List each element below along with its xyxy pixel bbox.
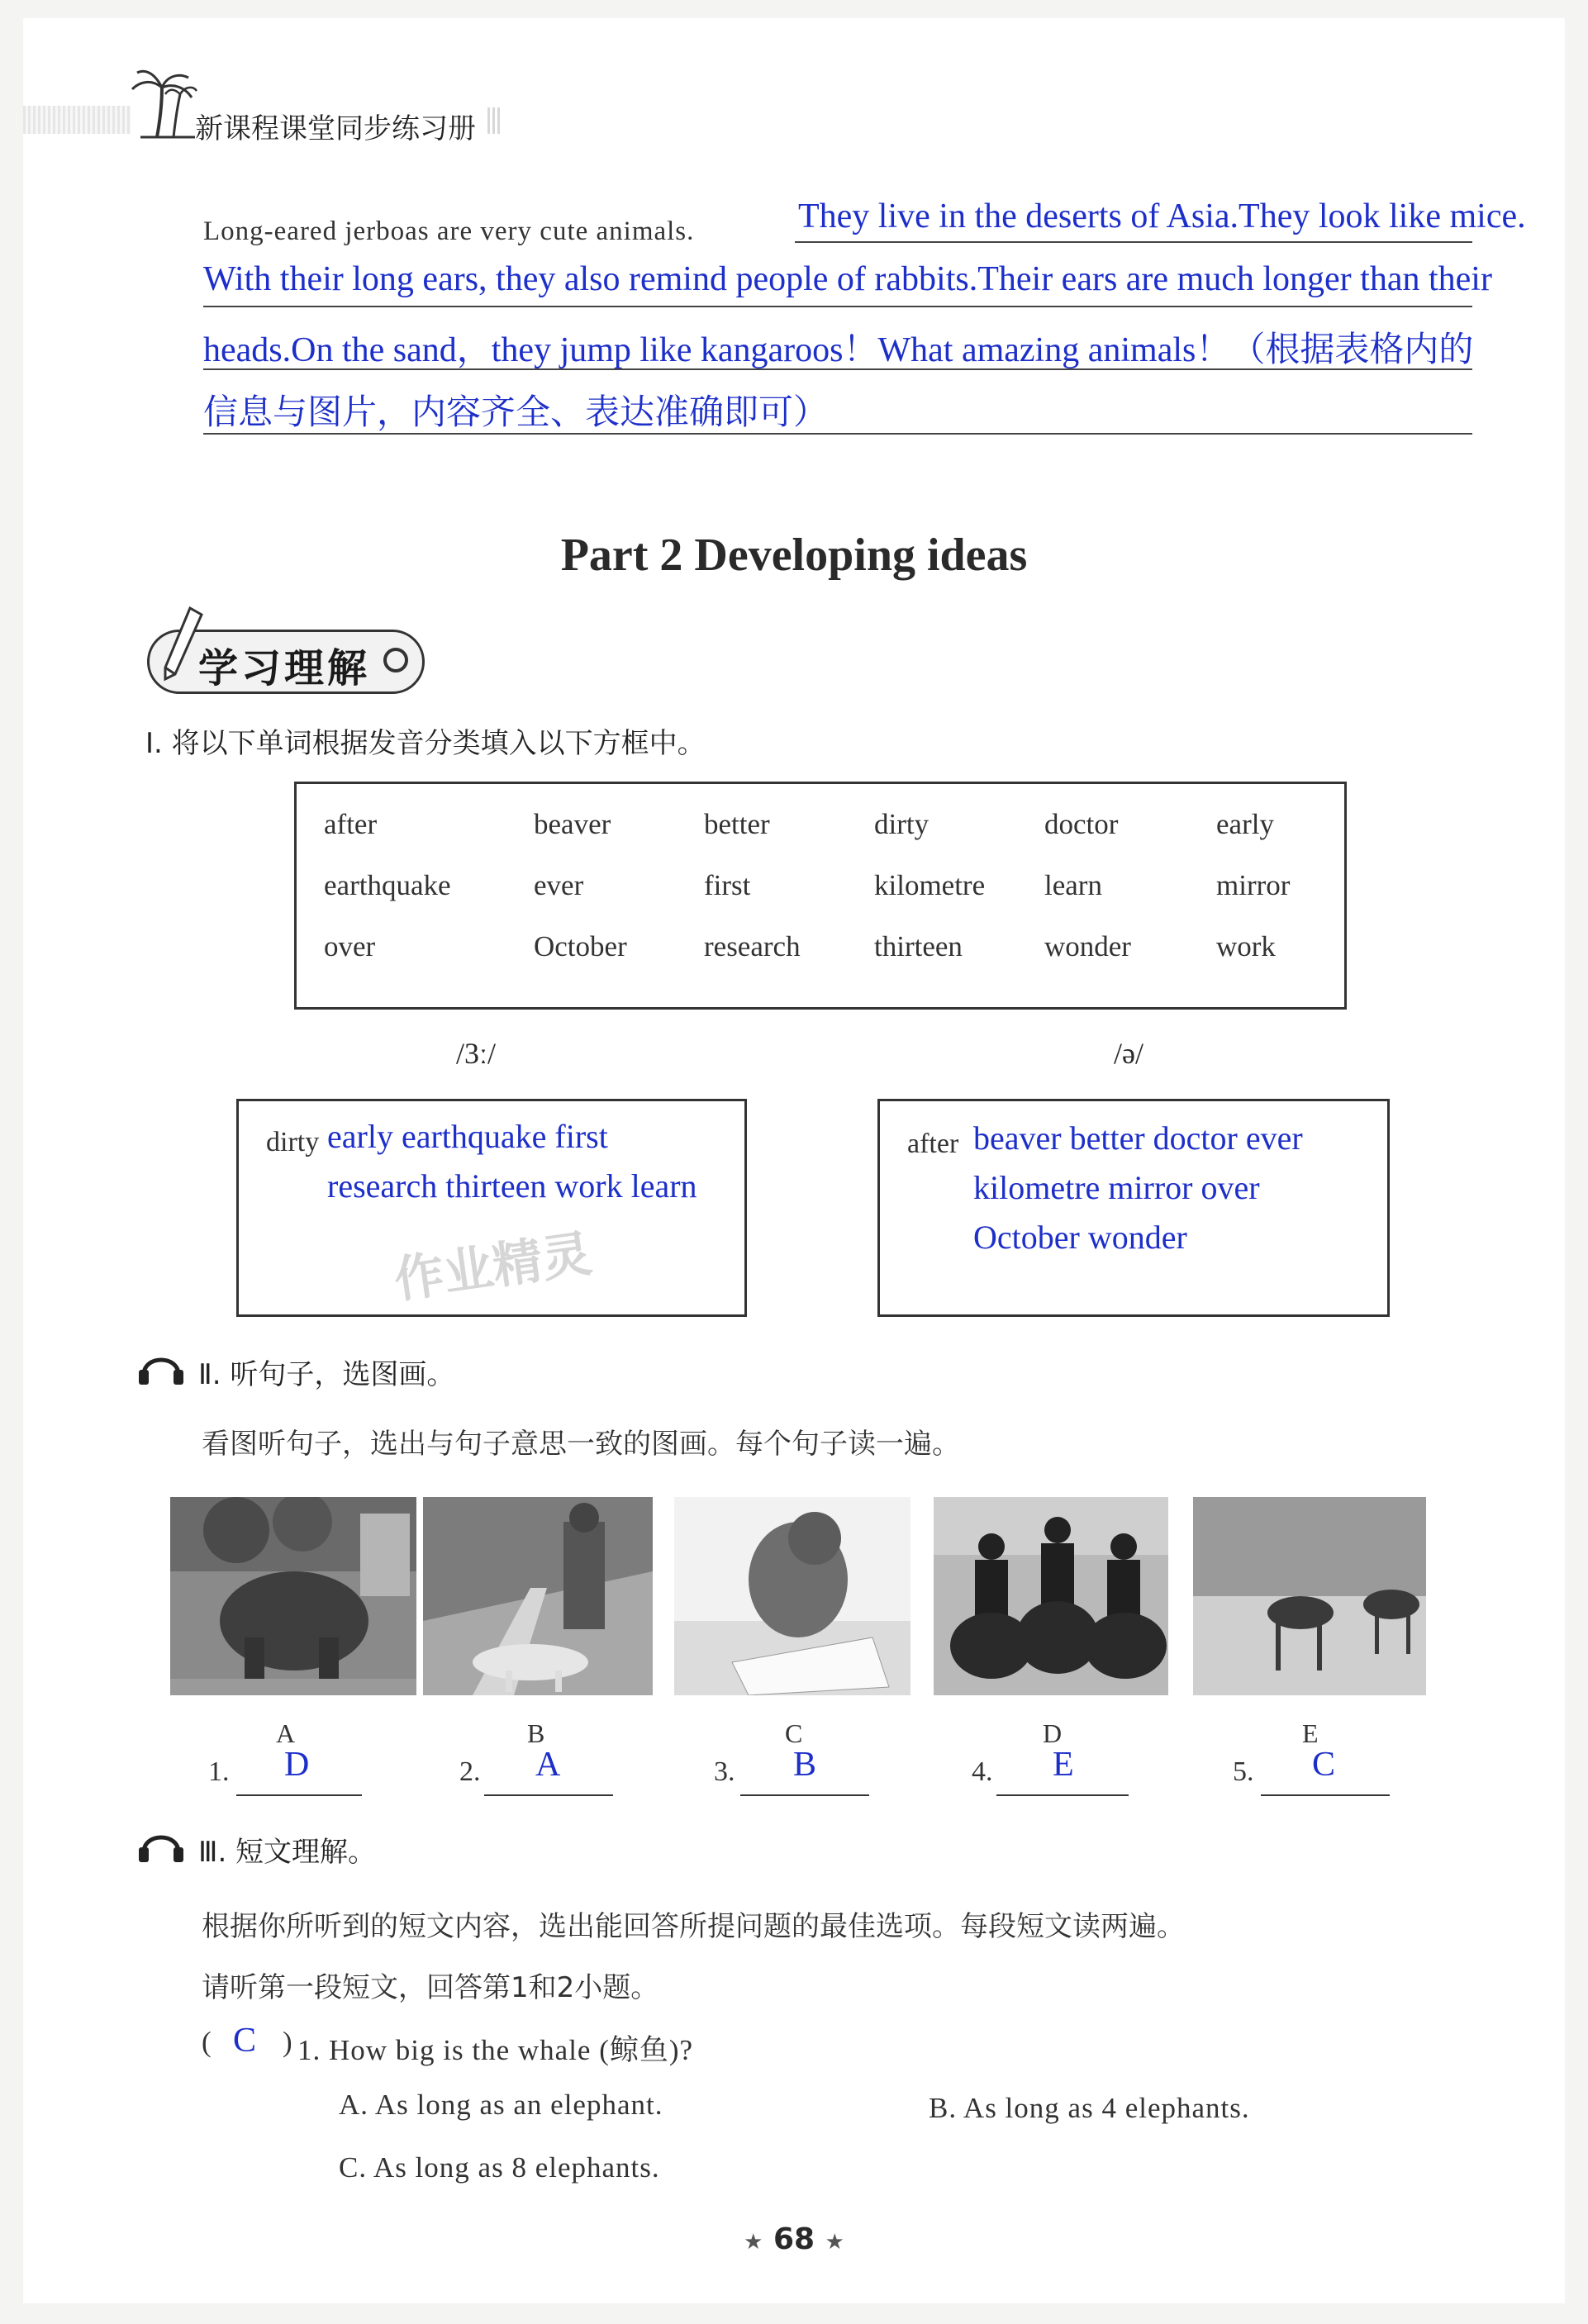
picture-label: B [527, 1718, 545, 1748]
word-item: thirteen [874, 930, 963, 962]
photo-b-dog [423, 1497, 653, 1695]
page-number: 68 [773, 2222, 815, 2256]
answer-blank [484, 1794, 613, 1796]
writing-prompt: Long-eared jerboas are very cute animals. [203, 216, 695, 246]
word-item: learn [1044, 869, 1102, 901]
q1-paren-close: ) [283, 2026, 292, 2058]
photo-c-monkey [674, 1497, 910, 1695]
writing-rule-2 [203, 306, 1472, 307]
answer-box-left-line-1: early earthquake first [327, 1118, 608, 1155]
header-decor-tail [487, 107, 502, 134]
writing-rule-1 [795, 241, 1472, 243]
q1-paren-open: ( [202, 2026, 212, 2058]
word-item: first [704, 869, 751, 901]
picture-label: A [276, 1718, 296, 1748]
word-item: early [1216, 808, 1274, 840]
answer-box-right-line-1: beaver better doctor ever [973, 1119, 1303, 1157]
page-number-block [0, 2222, 1588, 2256]
picture-answer: B [793, 1746, 817, 1784]
word-item: after [324, 808, 378, 840]
word-item: research [704, 930, 801, 962]
word-item: better [704, 808, 770, 840]
watermark: 作业精灵 [390, 1224, 596, 1310]
photo-a-elephant [170, 1497, 416, 1695]
answer-box-right-line-2: kilometre mirror over [973, 1169, 1260, 1206]
word-item: work [1216, 930, 1276, 962]
answer-box-right-line-3: October wonder [973, 1219, 1187, 1256]
answer-blank [236, 1794, 362, 1796]
word-item: kilometre [874, 869, 986, 901]
word-item: wonder [1044, 930, 1131, 962]
section-2-instruction: 看图听句子，选出与句子意思一致的图画。每个句子读一遍。 [202, 1428, 960, 1461]
writing-answer-line-4: 信息与图片，内容齐全、表达准确即可） [203, 394, 829, 432]
header-decor-bar [23, 106, 131, 134]
question-number: 4. [972, 1756, 993, 1787]
writing-answer-line-1: They live in the deserts of Asia.They look like mice. [798, 197, 1526, 235]
picture-answer: A [535, 1746, 561, 1784]
word-item: October [534, 930, 627, 962]
headphone-icon [137, 1824, 185, 1864]
photo-d-police-horses [934, 1497, 1168, 1695]
word-box [294, 782, 1347, 1010]
section-3-heading: Ⅲ. 短文理解。 [198, 1836, 377, 1869]
q1-option-b: B. As long as 4 elephants. [929, 2092, 1250, 2124]
picture-label: D [1043, 1718, 1063, 1748]
section-2-heading: Ⅱ. 听句子，选图画。 [198, 1358, 455, 1391]
picture-answer: E [1053, 1746, 1074, 1784]
picture-answer: D [284, 1746, 310, 1784]
writing-rule-4 [203, 433, 1472, 435]
answer-box-left-line-2: research thirteen work learn [327, 1167, 697, 1205]
picture-label: C [785, 1718, 803, 1748]
writing-rule-3 [203, 368, 1472, 370]
photo-e-camels [1193, 1497, 1426, 1695]
answer-blank [1261, 1794, 1390, 1796]
section-1-heading: Ⅰ. 将以下单词根据发音分类填入以下方框中。 [145, 727, 706, 760]
question-number: 3. [714, 1756, 735, 1787]
word-item: dirty [874, 808, 930, 840]
word-item: over [324, 930, 376, 962]
q1-answer: C [233, 2022, 257, 2060]
q1-option-a: A. As long as an elephant. [339, 2089, 663, 2121]
picture-answer: C [1312, 1746, 1336, 1784]
question-number: 2. [459, 1756, 481, 1787]
word-item: beaver [534, 808, 611, 840]
word-item: earthquake [324, 869, 451, 901]
phonetic-left: /3ː/ [456, 1037, 497, 1070]
banner-ring-icon [383, 648, 408, 672]
picture-label: E [1302, 1718, 1319, 1748]
star-icon: ★ [744, 2230, 763, 2255]
star-icon: ★ [825, 2230, 844, 2255]
writing-answer-line-3: heads.On the sand，they jump like kangaroos！What amazing animals！（根据表格内的 [203, 331, 1474, 369]
word-item: doctor [1044, 808, 1119, 840]
banner-label: 学习理解 [198, 645, 371, 691]
word-item: mirror [1216, 869, 1291, 901]
question-number: 1. [208, 1756, 230, 1787]
answer-blank [996, 1794, 1129, 1796]
question-number: 5. [1233, 1756, 1254, 1787]
answer-box-left-prefix: dirty [266, 1127, 320, 1157]
phonetic-right: /ə/ [1114, 1037, 1143, 1070]
section-3-instruction: 根据你所听到的短文内容，选出能回答所提问题的最佳选项。每段短文读两遍。 [202, 1910, 1185, 1943]
section-3-sub-instruction: 请听第一段短文，回答第1和2小题。 [202, 1971, 659, 2004]
answer-blank [740, 1794, 869, 1796]
headphone-icon [137, 1347, 185, 1386]
q1-option-c: C. As long as 8 elephants. [339, 2151, 660, 2184]
header-title: 新课程课堂同步练习册 [195, 112, 476, 145]
word-item: ever [534, 869, 584, 901]
answer-box-right-prefix: after [907, 1129, 959, 1159]
writing-answer-line-2: With their long ears, they also remind people of rabbits.Their ears are much longer than their [203, 260, 1492, 298]
q1-question: 1. How big is the whale (鲸鱼)? [297, 2034, 694, 2066]
palm-tree-icon [124, 64, 198, 139]
part-title: Part 2 Developing ideas [560, 530, 1028, 581]
